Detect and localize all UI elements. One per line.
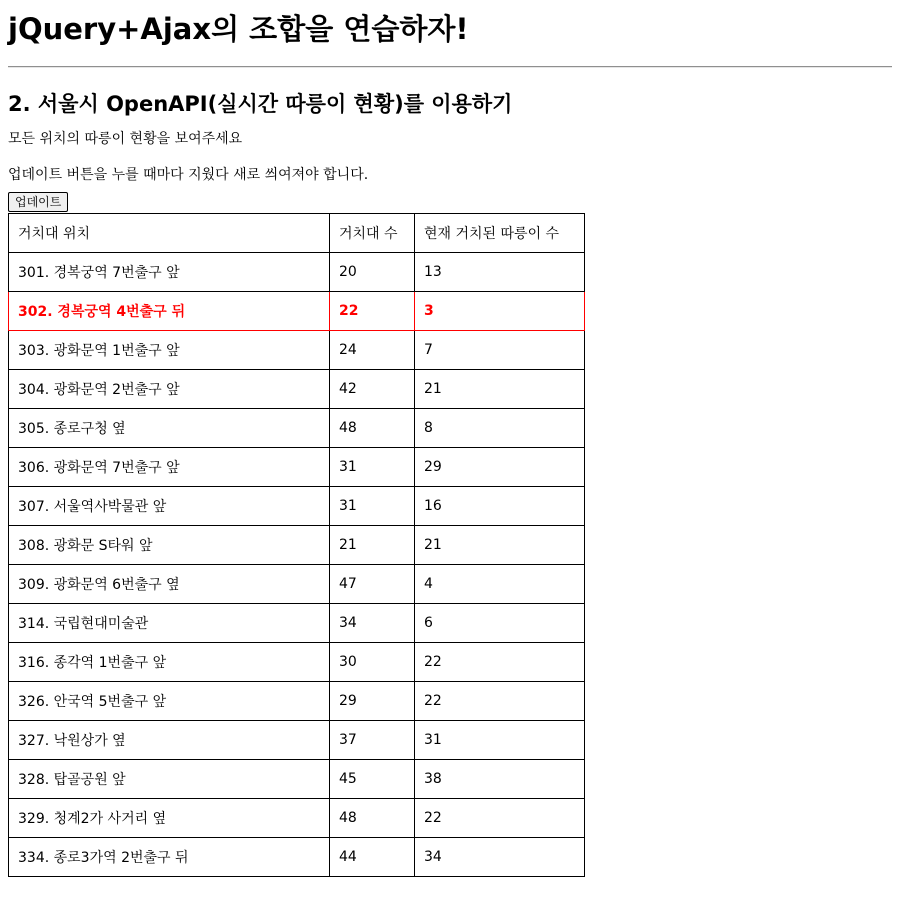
section-title: 2. 서울시 OpenAPI(실시간 따릉이 현황)를 이용하기: [8, 92, 513, 116]
table-header-row: [9, 214, 585, 253]
table-row: [9, 643, 585, 682]
cell-bike-count: 6: [415, 604, 585, 643]
table-row: [9, 331, 585, 370]
cell-bike-count: 22: [415, 643, 585, 682]
table-row: [9, 370, 585, 409]
table-row: [9, 604, 585, 643]
cell-rack-count: 31: [330, 487, 415, 526]
header-location: 거치대 위치: [9, 214, 330, 253]
cell-location: 303. 광화문역 1번출구 앞: [9, 331, 330, 370]
table-row: [9, 409, 585, 448]
cell-bike-count: 34: [415, 838, 585, 877]
table-row: [9, 448, 585, 487]
header-bike-count: 현재 거치된 따릉이 수: [415, 214, 585, 253]
cell-location: 306. 광화문역 7번출구 앞: [9, 448, 330, 487]
table-row: [9, 799, 585, 838]
cell-rack-count: 45: [330, 760, 415, 799]
cell-bike-count: 21: [415, 370, 585, 409]
cell-bike-count: 29: [415, 448, 585, 487]
cell-bike-count: 13: [415, 253, 585, 292]
cell-bike-count: 8: [415, 409, 585, 448]
cell-rack-count: 48: [330, 409, 415, 448]
table-row: [9, 292, 585, 331]
cell-bike-count: 21: [415, 526, 585, 565]
description-update-behavior: 업데이트 버튼을 누를 때마다 지웠다 새로 씌여져야 합니다.: [8, 167, 369, 183]
update-button[interactable]: 업데이트: [8, 192, 68, 212]
cell-rack-count: 21: [330, 526, 415, 565]
bike-station-table: [8, 213, 585, 877]
cell-bike-count: 31: [415, 721, 585, 760]
cell-bike-count: 22: [415, 799, 585, 838]
cell-location: 326. 안국역 5번출구 앞: [9, 682, 330, 721]
cell-location: 328. 탑골공원 앞: [9, 760, 330, 799]
cell-bike-count: 4: [415, 565, 585, 604]
cell-location: 329. 청계2가 사거리 옆: [9, 799, 330, 838]
table-row: [9, 760, 585, 799]
cell-location: 308. 광화문 S타워 앞: [9, 526, 330, 565]
divider: [8, 66, 892, 68]
table-row: [9, 526, 585, 565]
cell-rack-count: 20: [330, 253, 415, 292]
table-row: [9, 253, 585, 292]
cell-location: 334. 종로3가역 2번출구 뒤: [9, 838, 330, 877]
cell-rack-count: 44: [330, 838, 415, 877]
table-body: [9, 253, 585, 877]
cell-location: 316. 종각역 1번출구 앞: [9, 643, 330, 682]
cell-bike-count: 7: [415, 331, 585, 370]
cell-rack-count: 47: [330, 565, 415, 604]
cell-location: 327. 낙원상가 옆: [9, 721, 330, 760]
table-row: [9, 682, 585, 721]
cell-bike-count: 16: [415, 487, 585, 526]
cell-location: 305. 종로구청 옆: [9, 409, 330, 448]
cell-rack-count: 34: [330, 604, 415, 643]
cell-rack-count: 22: [330, 292, 415, 331]
cell-bike-count: 22: [415, 682, 585, 721]
table-header: [9, 214, 585, 253]
table-row: [9, 838, 585, 877]
cell-rack-count: 24: [330, 331, 415, 370]
cell-bike-count: 38: [415, 760, 585, 799]
page-title: jQuery+Ajax의 조합을 연습하자!: [8, 12, 469, 46]
cell-location: 304. 광화문역 2번출구 앞: [9, 370, 330, 409]
header-rack-count: 거치대 수: [330, 214, 415, 253]
cell-rack-count: 30: [330, 643, 415, 682]
table-row: [9, 487, 585, 526]
cell-rack-count: 31: [330, 448, 415, 487]
cell-location: 301. 경복궁역 7번출구 앞: [9, 253, 330, 292]
cell-location: 314. 국립현대미술관: [9, 604, 330, 643]
description-all-locations: 모든 위치의 따릉이 현황을 보여주세요: [8, 131, 243, 147]
cell-rack-count: 48: [330, 799, 415, 838]
cell-rack-count: 29: [330, 682, 415, 721]
cell-location: 307. 서울역사박물관 앞: [9, 487, 330, 526]
cell-rack-count: 42: [330, 370, 415, 409]
cell-rack-count: 37: [330, 721, 415, 760]
cell-location: 309. 광화문역 6번출구 옆: [9, 565, 330, 604]
table-row: [9, 565, 585, 604]
cell-bike-count: 3: [415, 292, 585, 331]
table-row: [9, 721, 585, 760]
cell-location: 302. 경복궁역 4번출구 뒤: [9, 292, 330, 331]
